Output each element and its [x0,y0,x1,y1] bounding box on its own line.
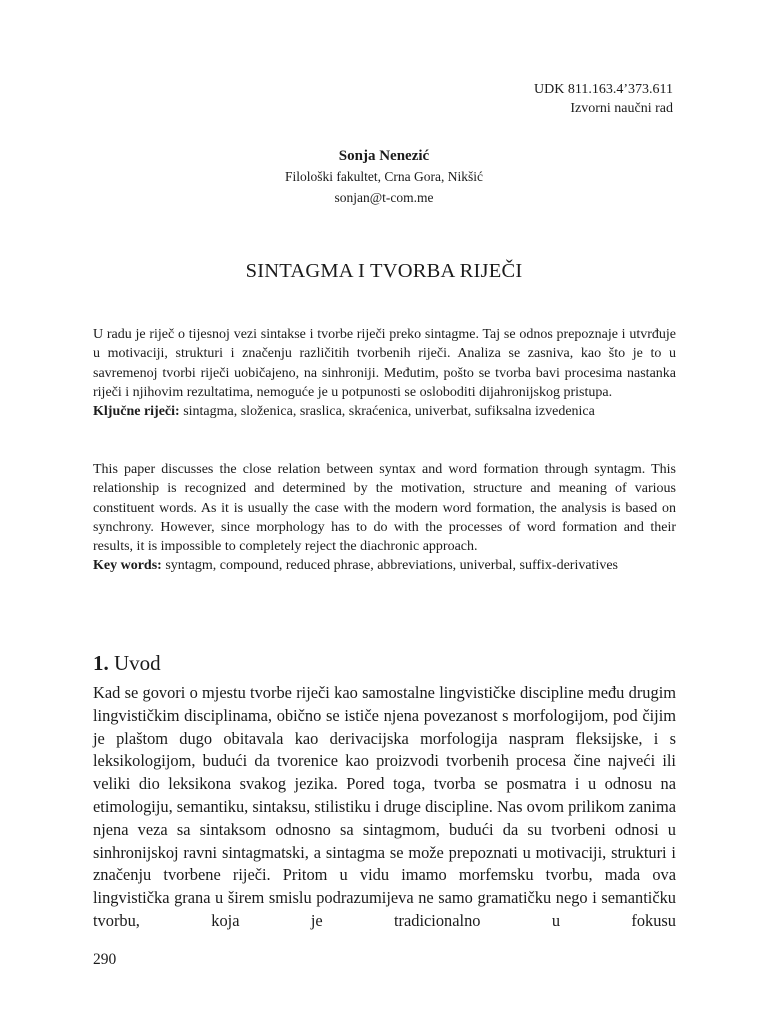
section-heading [93,650,161,676]
abstract-croatian [93,325,676,421]
abstract-hr-text: U radu je riječ o tijesnoj vezi sintakse i tvorbe riječi preko sintagme. Taj se odnos prepoznaje i utvrđuje u motivaciji, strukturi i značenju različitih tvorbenih riječi. Analiza se zasniva, kao što je to u savremenoj tvorbi riječi uobičajeno, na sinhroniji. Međutim, pošto se tvorba bavi procesima nastanka riječi i njihovim rezultatima, nemoguće je u potpunosti se osloboditi dijahronijskog pristupa. [93,327,676,400]
body-paragraph: Kad se govori o mjestu tvorbe riječi kao samostalne lingvističke discipline među drugim lingvističkim disciplinama, obično se ističe njena povezanost s morfologijom, pod čijim je plaštom dugo obitavala kao derivacijska morfologija naspram fleksijske, i s leksikologijom, budući da tvorenice kao proizvodi tvorbenih procesa čine najveći ili veliki dio leksikona svakog jezika. Pored toga, tvorba se posmatra i u odnosu na etimologiju, semantiku, sintaksu, stilistiku i druge discipline. Nas ovom prilikom zanima njena veza sa sintaksom odnosno sa sintagmom, budući da su tvorbeni odnosi u sinhronijskoj ravni sintagmatski, a sintagma se može prepoznati u motivaciji, strukturi i značenju tvorbene riječi. Pritom u vidu imamo morfemsku tvorbu, mada ova lingvistička grana u širem smislu podrazumijeva ne samo gramatičku nego i semantičku tvorbu, koja je tradicionalno u fokusu [93,683,676,930]
paper-title: SINTAGMA I TVORBA RIJEČI [245,260,523,282]
keywords-en [93,556,676,575]
keywords-hr-label: Ključne riječi: [93,404,180,420]
author-block [0,146,768,208]
udk-code: UDK 811.163.4’373.611 [534,82,673,97]
keywords-en-label: Key words: [93,558,162,574]
abstract-en-text: This paper discusses the close relation between syntax and word formation through syntagm. This relationship is recognized and determined by the motivation, structure and meaning of various constituent words. As it is usually the case with the modern word formation, the analysis is based on synchrony. However, since morphology has to do with the processes of word formation and their results, it is impossible to completely reject the diachronic approach. [93,462,676,555]
paper-type: Izvorni naučni rad [570,101,673,116]
abstract-english [93,460,676,576]
classification-block [534,80,673,118]
page-number: 290 [93,951,117,968]
keywords-hr [93,402,676,421]
author-email: sonjan@t-com.me [334,190,434,205]
keywords-en-list: syntagm, compound, reduced phrase, abbreviations, univerbal, suffix-derivatives [165,558,618,574]
author-name: Sonja Nenezić [338,148,430,164]
author-affiliation: Filološki fakultet, Crna Gora, Nikšić [285,169,483,184]
section-number: 1. [93,651,109,675]
section-title: Uvod [114,651,161,675]
keywords-hr-list: sintagma, složenica, sraslica, skraćenica, univerbat, sufiksalna izvedenica [183,404,595,420]
